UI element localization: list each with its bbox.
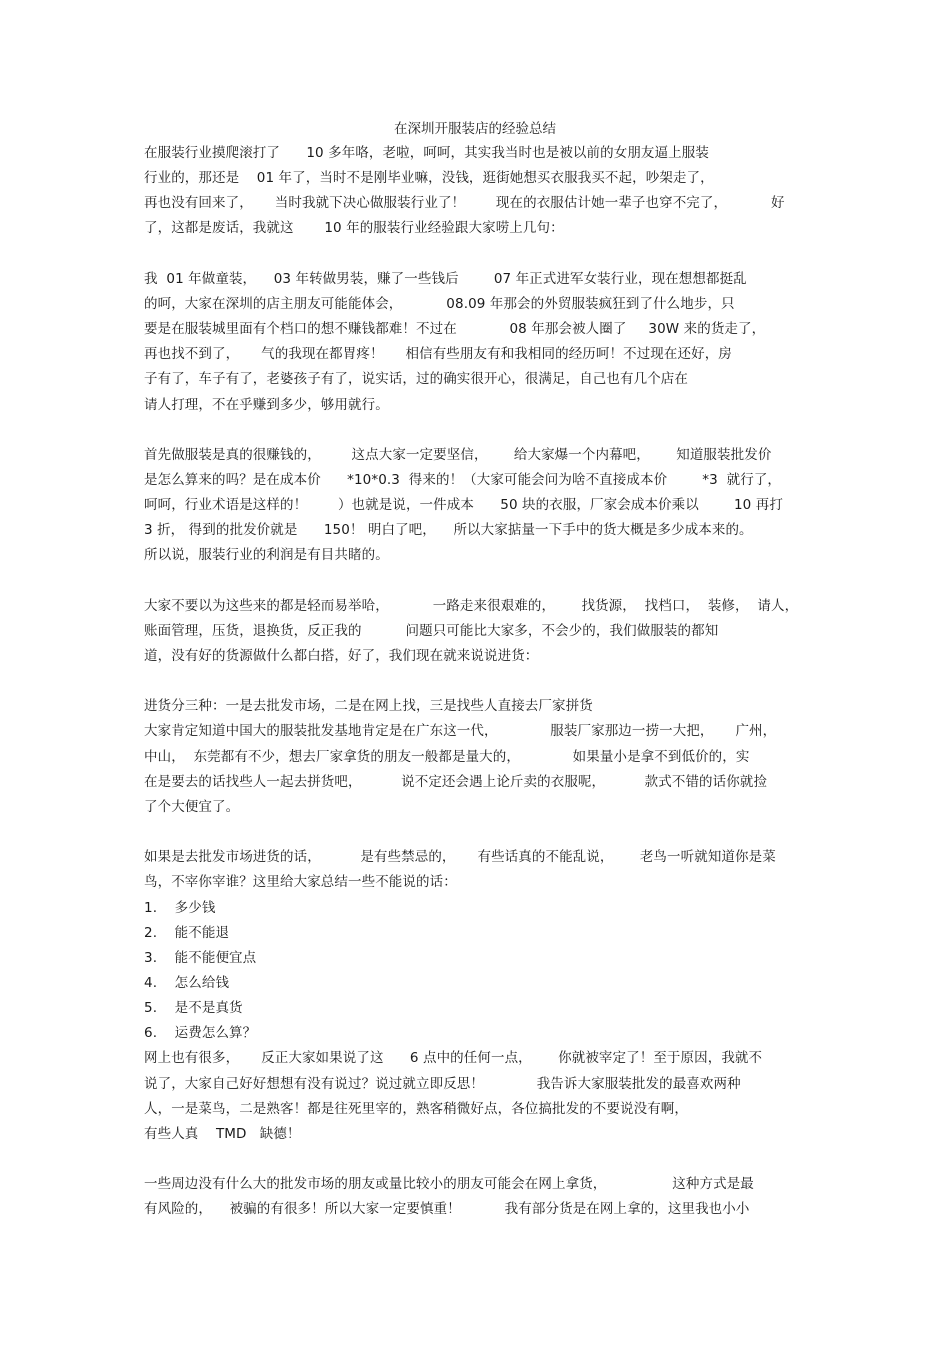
text-line: 呵呵，行业术语是这样的！ ）也就是说，一件成本 50 块的衣服，厂家会成本价乘以 10 再打 — [144, 497, 783, 514]
text-line: 大家不要以为这些来的都是轻而易举哈， 一路走来很艰难的， 找货源， 找档口， 装修， 请人， — [144, 597, 799, 614]
text-line: 鸟，不宰你宰谁？这里给大家总结一些不能说的话： — [144, 874, 457, 891]
text-line: 再也没有回来了， 当时我就下决心做服装行业了！ 现在的衣服估计她一辈子也穿不完了， 好 — [144, 195, 785, 212]
text-line: 请人打理，不在乎赚到多少，够用就行。 — [144, 396, 389, 413]
text-line: 人，一是菜鸟，二是熟客！都是往死里宰的，熟客稍微好点，各位搞批发的不要说没有啊， — [144, 1100, 688, 1117]
text-line: 有风险的， 被骗的有很多！所以大家一定要慎重！ 我有部分货是在网上拿的，这里我也小小 — [144, 1201, 750, 1218]
text-line: 3. 能不能便宜点 — [144, 949, 257, 966]
text-line: 在是要去的话找些人一起去拼货吧， 说不定还会遇上论斤卖的衣服呢， 款式不错的话你就捡 — [144, 773, 768, 790]
document-title: 在深圳开服装店的经验总结 — [394, 121, 556, 137]
text-line: 1. 多少钱 — [144, 899, 216, 916]
text-line: 的呵，大家在深圳的店主朋友可能能体会， 08.09 年那会的外贸服装疯狂到了什么地步，只 — [144, 295, 735, 312]
text-line: 6. 运费怎么算？ — [144, 1025, 257, 1042]
text-line: 是怎么算来的吗？是在成本价 *10*0.3 得来的！（大家可能会问为啥不直接成本价 *3 就行了， — [144, 471, 782, 488]
text-line: 大家肯定知道中国大的服装批发基地肯定是在广东这一代， 服装厂家那边一捞一大把， 广州， — [144, 723, 777, 740]
text-line: 首先做服装是真的很赚钱的， 这点大家一定要坚信， 给大家爆一个内幕吧， 知道服装批发价 — [144, 446, 772, 463]
text-line: 一些周边没有什么大的批发市场的朋友或量比较小的朋友可能会在网上拿货， 这种方式是最 — [144, 1176, 754, 1193]
text-line: 我 01 年做童装， 03 年转做男装，赚了一些钱后 07 年正式进军女装行业，现在想想都挺乱 — [144, 270, 747, 287]
text-line: 在服装行业摸爬滚打了 10 多年咯，老啦，呵呵，其实我当时也是被以前的女朋友逼上服装 — [144, 145, 709, 161]
text-line: 网上也有很多， 反正大家如果说了这 6 点中的任何一点， 你就被宰定了！至于原因，我就不 — [144, 1050, 763, 1067]
text-line: 子有了，车子有了，老婆孩子有了，说实话，过的确实很开心，很满足，自己也有几个店在 — [144, 371, 688, 388]
text-line: 进货分三种：一是去批发市场，二是在网上找，三是找些人直接去厂家拼货 — [144, 698, 593, 715]
text-line: 再也找不到了， 气的我现在都胃疼！ 相信有些朋友有和我相同的经历呵！不过现在还好，房 — [144, 346, 732, 363]
text-line: 5. 是不是真货 — [144, 1000, 243, 1017]
text-line: 中山， 东莞都有不少，想去厂家拿货的朋友一般都是量大的， 如果量小是拿不到低价的，实 — [144, 748, 750, 765]
text-line: 2. 能不能退 — [144, 924, 230, 941]
text-line: 行业的，那还是 01 年了，当时不是刚毕业嘛，没钱，逛街她想买衣服我买不起，吵架走了， — [144, 170, 714, 187]
text-line: 有些人真 TMD 缺德！ — [144, 1125, 301, 1142]
text-line: 3 折， 得到的批发价就是 150！ 明白了吧， 所以大家掂量一下手中的货大概是多少成本来的。 — [144, 522, 753, 539]
text-line: 账面管理，压货，退换货，反正我的 问题只可能比大家多，不会少的，我们做服装的都知 — [144, 622, 719, 639]
text-line: 要是在服装城里面有个档口的想不赚钱都难！不过在 08 年那会被人圈了 30W 来的货走了， — [144, 321, 766, 338]
text-line: 了个大便宜了。 — [144, 798, 240, 815]
text-line: 所以说，服装行业的利润是有目共睹的。 — [144, 547, 389, 564]
text-line: 4. 怎么给钱 — [144, 974, 230, 991]
text-line: 道，没有好的货源做什么都白搭，好了，我们现在就来说说进货： — [144, 648, 539, 664]
text-line: 说了，大家自己好好想想有没有说过？说过就立即反思！ 我告诉大家服装批发的最喜欢两种 — [144, 1075, 741, 1092]
text-line: 如果是去批发市场进货的话， 是有些禁忌的， 有些话真的不能乱说， 老鸟一听就知道你是菜 — [144, 849, 776, 866]
text-line: 了，这都是废话，我就这 10 年的服装行业经验跟大家唠上几句： — [144, 220, 564, 237]
